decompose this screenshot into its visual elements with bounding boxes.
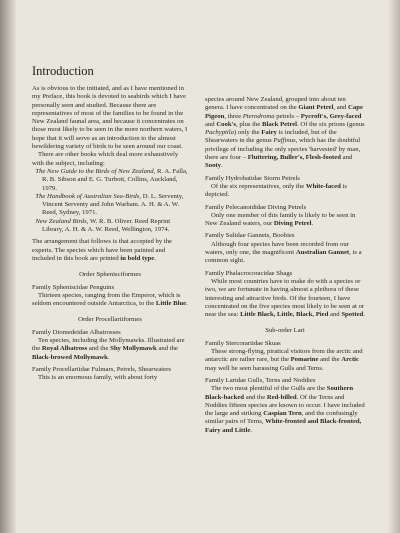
family-description: The two most plentiful of the Gulls are the Southern Black-backed and the Red-billed. Of the Terns and Noddies fifteen species are known to occur. I have included the large and striking Caspian Tern, and the confusingly similar pairs of Terns, White-fronted and Black-fronted, Fairy and Little. <box>205 385 365 434</box>
family-description: This is an enormous family, with about forty <box>38 374 158 382</box>
family-heading: Family Sulidae Gannets, Boobies <box>205 232 295 240</box>
family-description: Thirteen species, ranging from the Emperor, which is seldom encountered outside Antarctica, to the Little Blue. <box>32 291 188 308</box>
intro-books-paragraph: There are other books which deal more exhaustively with the subject, including: <box>32 151 179 167</box>
family-heading: Family Diomedeidae Albatrosses <box>32 328 121 336</box>
family-description: Although four species have been recorded from our waters, only one, the magnificent Australian Gannet, is a common sight. <box>205 240 362 265</box>
order-heading: Order Sphenisciformes <box>79 271 141 279</box>
reference-item: New Zealand Birds, W. R. B. Oliver. Reed Reprint Library, A. H. & A. W. Reed, Wellington, 1974. <box>35 217 171 234</box>
family-description: These strong-flying, piratical visitors from the arctic and antarctic are rather rare, but the Pomarine and the Arctic may well be seen harassing Gulls and Terns. <box>205 348 363 372</box>
family-heading: Family Phalacrocoracidae Shags <box>205 269 293 277</box>
family-description: Only one member of this family is likely to be seen in New Zealand waters, our Diving Petrel. <box>205 211 356 228</box>
family-description: While most countries have to make do with a species or two, we are fortunate in having almost a plethora of these interesting and attractive birds. Of the fourteen, I have concentrated on the five species most likely to be seen at or near the sea: Little Black, Little, Black, Pied and Spotted. <box>205 277 365 319</box>
page-title: Introduction <box>32 64 94 78</box>
reference-item: The New Guide to the Birds of New Zealand, R. A. Falla, R. B. Sibson and E. G. Turbott, Collins, Auckland, 1979. <box>35 167 188 192</box>
family-description: species around New Zealand, grouped into about ten genera. I have concentrated on the Giant Petrel, and Cape Pigeon, three Pterodroma petrels – Pycroft's, Grey-faced and Cook's, plus the Black Petrel. Of the six prions (genus Pachyptila) only the Fairy is included, but of the Shearwaters in the genus Puffinus, which has the doubtful privilege of including the only species 'harvested' by man, there are four – Fluttering, Buller's, Flesh-footed and Sooty. <box>205 96 365 170</box>
family-heading: Family Procellariidae Fulmars, Petrels, Shearwaters <box>32 365 171 373</box>
family-description: Of the six representatives, only the White-faced is depicted. <box>205 182 347 199</box>
family-heading: Family Laridae Gulls, Terns and Noddies <box>205 376 316 384</box>
family-heading: Family Hydrobatidae Storm Petrels <box>205 174 300 182</box>
page-edge-shadow <box>388 0 400 533</box>
intro-paragraph: As is obvious to the initiated, and as I have mentioned in my Preface, this book is devoted to seabirds which I have personally seen and studied. Because there are representatives of most of the families to be found in the New Zealand faunal area, and because it concentrates on those most likely to be seen in the more northern waters, I hope that it will serve as an introduction to the almost bewildering variety of birds to be seen around our coast. <box>32 85 188 151</box>
family-heading: Family Pelecanoididae Diving Petrels <box>205 203 307 211</box>
page-gutter-shadow <box>0 0 16 533</box>
family-heading: Family Stercorariidae Skuas <box>205 339 281 347</box>
left-column <box>32 64 188 383</box>
family-description: Ten species, including the Mollymawks. Illustrated are the Royal Albatross and the Shy Mollymawk and the Black-browed Mollymawk. <box>32 337 185 361</box>
suborder-heading: Sub-order Lari <box>265 327 305 335</box>
arrangement-paragraph: The arrangement that follows is that accepted by the experts. The species which have been painted and included in this book are printed in bold type. <box>32 238 173 262</box>
family-heading: Family Spheniscidae Penguins <box>32 283 115 291</box>
order-heading: Order Procellariiformes <box>78 316 142 324</box>
reference-item: The Handbook of Australian Sea-Birds, D. L. Serventy, Vincent Serventy and John Warham. A. H. & A. W. Reed, Sydney, 1971. <box>35 192 184 217</box>
right-column <box>205 96 365 435</box>
